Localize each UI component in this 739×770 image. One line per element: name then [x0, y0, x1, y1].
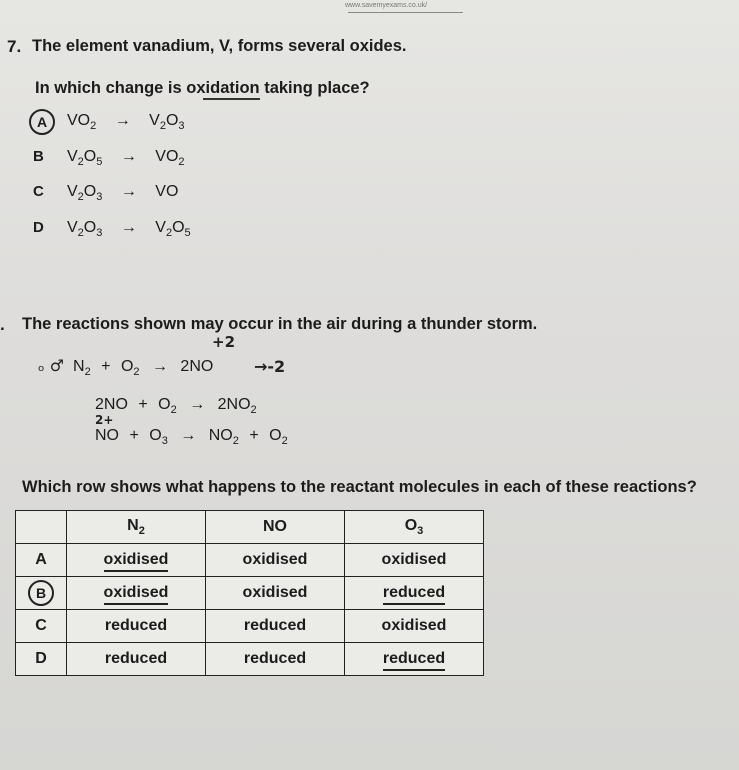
header-o3: $O_3$ — [345, 511, 484, 544]
reaction-3: NO + $O_3 \to NO_2 + O_2$ — [95, 427, 288, 448]
q7-option-d-equation: $V_2O_3 \to V_2O_5$ — [67, 219, 191, 240]
header-n2: $N_2$ — [67, 511, 206, 544]
cell-n2: reduced — [67, 643, 206, 676]
annotation-minus2: →-2 — [254, 357, 286, 376]
header-empty — [16, 511, 67, 544]
table-row[interactable] — [16, 610, 484, 643]
cell-n2: oxidised — [67, 577, 206, 610]
cell-n2: reduced — [67, 610, 206, 643]
row-letter: A — [16, 544, 67, 577]
q7-option-b-equation: $V_2O_5 \to VO_2$ — [67, 148, 185, 169]
table-row[interactable] — [16, 643, 484, 676]
q8-number: . — [0, 315, 5, 334]
row-letter: D — [16, 643, 67, 676]
cell-no: reduced — [206, 610, 345, 643]
header-no: NO — [206, 511, 345, 544]
cell-no: reduced — [206, 643, 345, 676]
header-rule — [348, 12, 463, 13]
q7-oxidation-underline — [203, 98, 260, 100]
q7-option-c-equation: $V_2O_3$ → VO — [67, 183, 179, 204]
q7-option-c[interactable]: C — [33, 183, 44, 200]
option-letter: A — [29, 109, 55, 135]
table-row[interactable] — [16, 577, 484, 610]
q7-option-a-equation: $VO_2 \to V_2O_3$ — [67, 112, 185, 133]
header-url: www.savemyexams.co.uk/ — [345, 2, 428, 9]
cell-o3: reduced — [345, 577, 484, 610]
answer-table — [15, 510, 484, 676]
cell-no: oxidised — [206, 577, 345, 610]
q7-line1: The element vanadium, V, forms several oxides. — [32, 37, 407, 55]
cell-o3: oxidised — [345, 544, 484, 577]
reaction-1: $N_2 + O_2 \to 2NO$ — [73, 358, 214, 379]
q7-line2: In which change is oxidation taking place? — [35, 79, 370, 97]
cell-n2: oxidised — [67, 544, 206, 577]
cell-o3: oxidised — [345, 610, 484, 643]
annotation-plus2: +2 — [212, 333, 236, 351]
q7-option-b[interactable]: B — [33, 148, 44, 165]
pen-mark-scribble-left: ₒ ♂ — [38, 356, 65, 375]
q7-option-d[interactable]: D — [33, 219, 44, 236]
annotation-scribble: 2+ — [95, 413, 114, 427]
reaction-2: $2NO + O_2 \to 2NO_2$ — [95, 396, 257, 417]
q7-number: 7. — [7, 37, 22, 56]
cell-no: oxidised — [206, 544, 345, 577]
row-letter: C — [16, 610, 67, 643]
q8-question: Which row shows what happens to the reactant molecules in each of these reactions? — [22, 478, 697, 496]
q8-intro: The reactions shown may occur in the air during a thunder storm. — [22, 315, 538, 333]
q7-option-a[interactable] — [29, 109, 55, 135]
row-letter: B — [16, 577, 67, 610]
cell-o3: reduced — [345, 643, 484, 676]
table-header-row — [16, 511, 484, 544]
table-row[interactable] — [16, 544, 484, 577]
